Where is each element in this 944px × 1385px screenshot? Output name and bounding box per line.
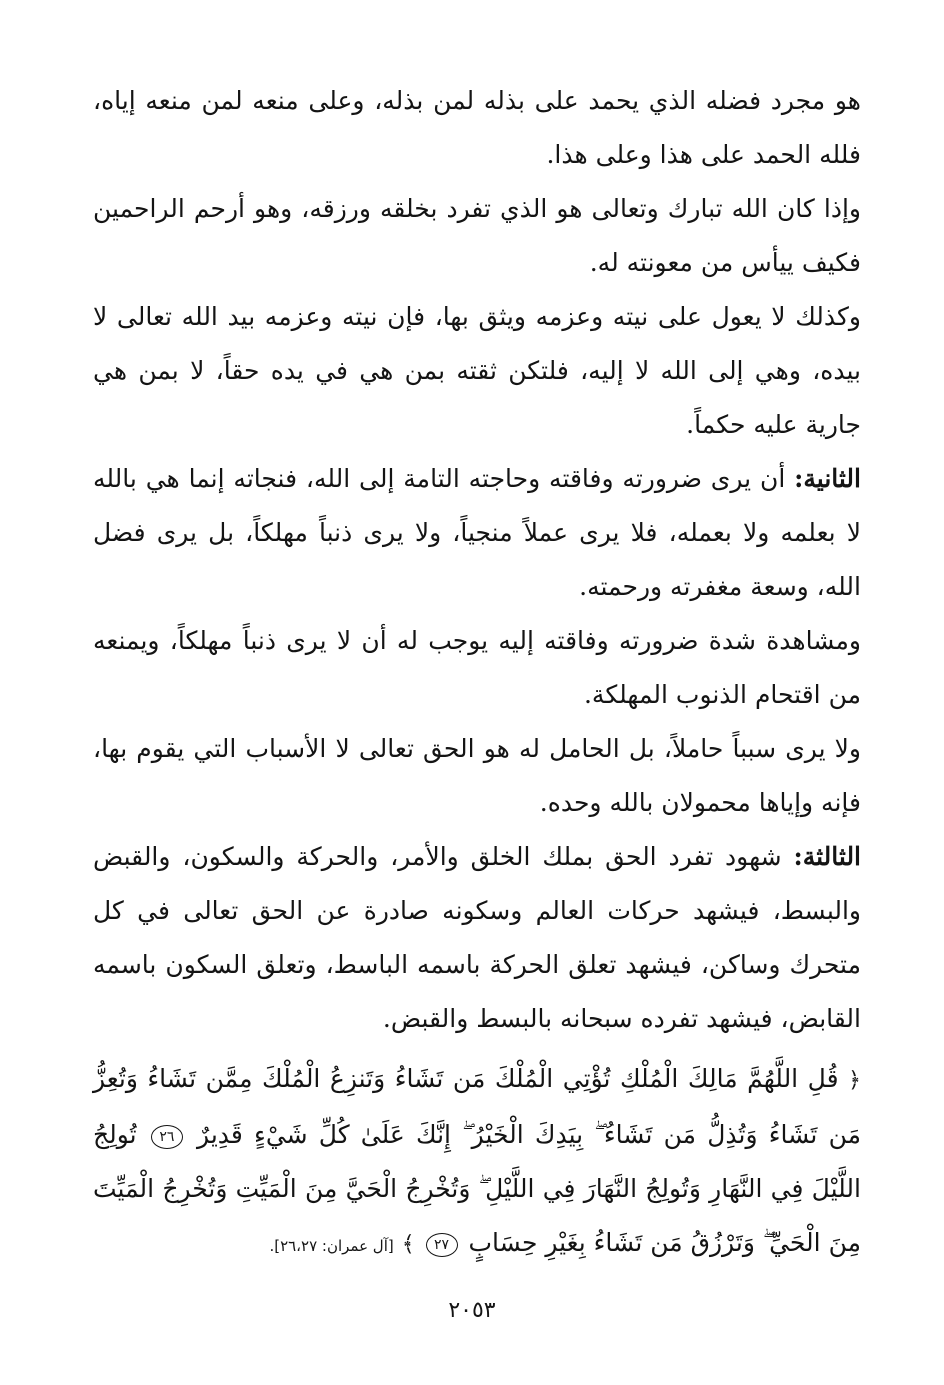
paragraph-text: ومشاهدة شدة ضرورته وفاقته إليه يوجب له أن لا يرى ذنباً مهلكاً، ويمنعه من اقتحام الذنوب المهلكة.	[93, 626, 861, 709]
paragraph	[93, 290, 861, 452]
verse-text-part1: قُلِ اللَّهُمَّ مَالِكَ الْمُلْكِ تُؤْتِي الْمُلْكَ مَن تَشَاءُ وَتَنزِعُ الْمُلْكَ مِمَّن تَشَاءُ وَتُعِزُّ مَن تَشَاءُ وَتُذِلُّ مَن تَشَاءُ ۖ بِيَدِكَ الْخَيْرُ ۖ إِنَّكَ عَلَىٰ كُلِّ شَيْءٍ قَدِيرٌ	[93, 1064, 862, 1149]
ayah-number-marker: ٢٧	[426, 1233, 458, 1257]
ayah-number-marker: ٢٦	[151, 1125, 183, 1149]
point-label: الثالثة:	[793, 842, 862, 871]
verse-text-part2: تُولِجُ اللَّيْلَ فِي النَّهَارِ وَتُولِجُ النَّهَارَ فِي اللَّيْلِ ۖ وَتُخْرِجُ الْحَيَّ مِنَ الْمَيِّتِ وَتُخْرِجُ الْمَيِّتَ مِنَ الْحَيِّ ۖ وَتَرْزُقُ مَن تَشَاءُ بِغَيْرِ حِسَابٍ	[93, 1120, 861, 1257]
paragraph-text: وإذا كان الله تبارك وتعالى هو الذي تفرد بخلقه ورزقه، وهو أرحم الراحمين فكيف ييأس من معونته له.	[93, 194, 861, 277]
paragraph-second-point	[93, 452, 861, 614]
quran-verse	[93, 1052, 861, 1273]
verse-citation: [آل عمران: ٢٦،٢٧].	[269, 1237, 394, 1255]
verse-open-brace: ﴿	[848, 1068, 861, 1093]
paragraph-third-point	[93, 830, 861, 1046]
paragraph-text: شهود تفرد الحق بملك الخلق والأمر، والحركة والسكون، والقبض والبسط، فيشهد حركات العالم وسكونه صادرة عن الحق تعالى في كل متحرك وساكن، فيشهد تعلق الحركة باسمه الباسط، وتعلق السكون باسمه القابض، فيشهد تفرده سبحانه بالبسط والقبض.	[93, 842, 861, 1033]
paragraph-text: أن يرى ضرورته وفاقته وحاجته التامة إلى الله، فنجاته إنما هي بالله لا بعلمه ولا بعمله، فلا يرى عملاً منجياً، ولا يرى ذنباً مهلكاً، بل يرى فضل الله، وسعة مغفرته ورحمته.	[93, 464, 861, 601]
page-number: ٢٠٥٣	[448, 1298, 496, 1323]
point-label: الثانية:	[794, 464, 861, 493]
paragraph	[93, 74, 861, 182]
paragraph-text: وكذلك لا يعول على نيته وعزمه ويثق بها، فإن نيته وعزمه بيد الله تعالى لا بيده، وهي إلى الله لا إليه، فلتكن ثقته بمن هي في يده حقاً، لا بمن هي جارية عليه حكماً.	[93, 302, 861, 439]
paragraph	[93, 722, 861, 830]
paragraph-text: هو مجرد فضله الذي يحمد على بذله لمن بذله، وعلى منعه لمن منعه إياه، فلله الحمد على هذا وعلى هذا.	[93, 86, 861, 169]
paragraph	[93, 614, 861, 722]
paragraph-text: ولا يرى سبباً حاملاً، بل الحامل له هو الحق تعالى لا الأسباب التي يقوم بها، فإنه وإياها محمولان بالله وحده.	[93, 734, 861, 817]
main-text	[93, 74, 861, 1273]
verse-close-brace: ﴾	[401, 1232, 415, 1257]
paragraph	[93, 182, 861, 290]
